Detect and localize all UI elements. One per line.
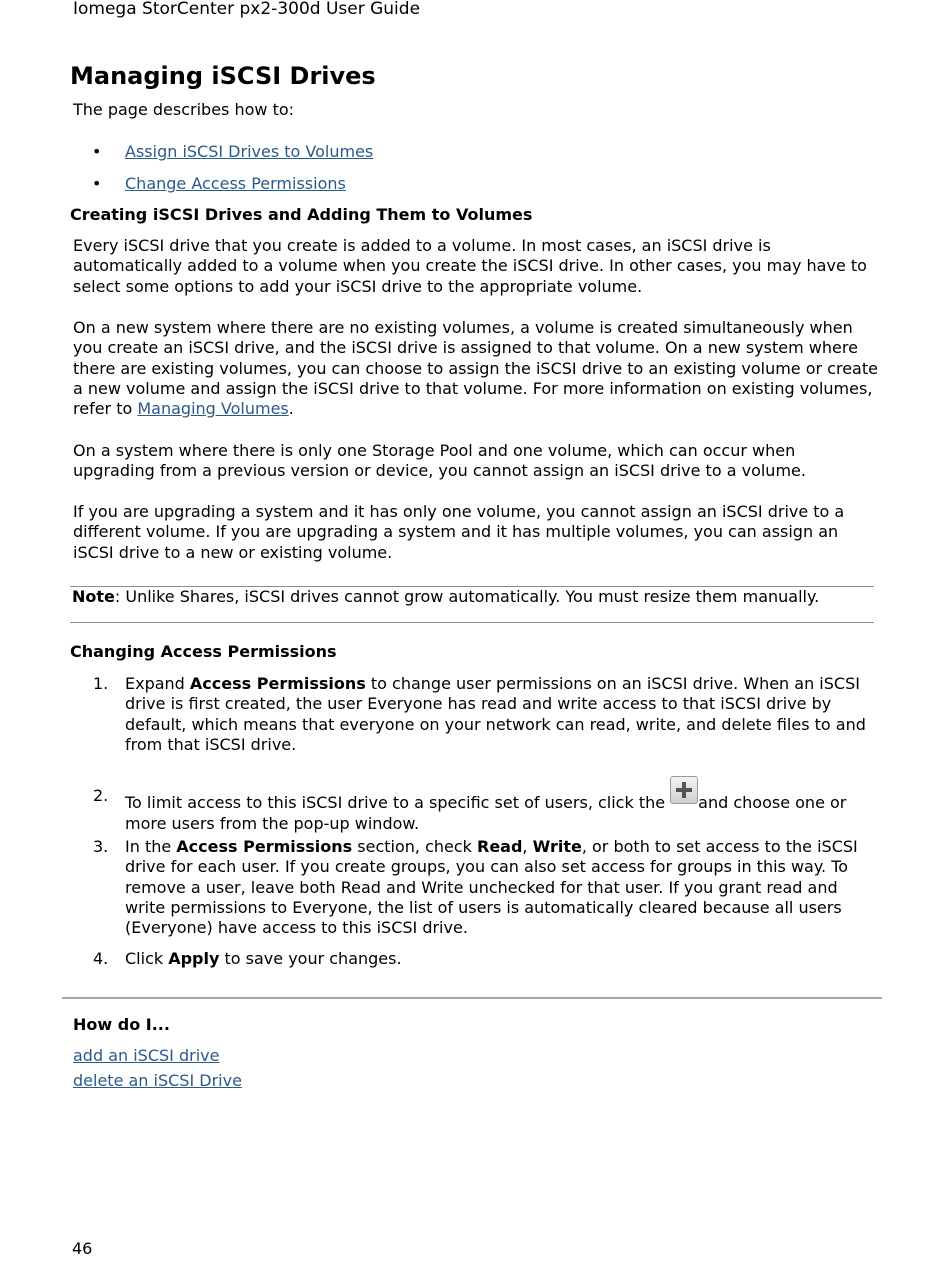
bullet: • [92, 174, 102, 193]
divider [62, 997, 882, 999]
paragraph [73, 318, 878, 419]
step-bold: Access Permissions [176, 837, 353, 856]
page-title: Managing iSCSI Drives [70, 62, 376, 90]
paragraph-end: . [288, 399, 294, 419]
step-number: 3. [93, 837, 109, 856]
paragraph: If you are upgrading a system and it has only one volume, you cannot assign an iSCSI drive to a different volume. If you are upgrading a system and it has multiple volumes, you can assign an iSCSI drive to a new or existing volume. [73, 502, 845, 562]
paragraph: On a system where there is only one Storage Pool and one volume, which can occur when upgrading from a previous version or device, you cannot assign an iSCSI drive to a volume. [73, 441, 806, 481]
step-text-part: To limit access to this iSCSI drive to a specific set of users, click the [125, 793, 671, 812]
step-text [125, 786, 880, 834]
step-text-part: , [522, 837, 533, 856]
link-assign-iscsi-drives[interactable]: Assign iSCSI Drives to Volumes [125, 142, 374, 161]
step-text-part: section, check [352, 837, 477, 856]
paragraph-text: On a new system where there are no existing volumes, a volume is created simultaneously when you create an iSCSI drive, and the iSCSI drive is assigned to that volume. On a new system where there are existing volumes, you can choose to assign the iSCSI drive to an existing volume or create a new volume and assign the iSCSI drive to that volume. For more information on existing volumes, refer to [73, 318, 878, 419]
step-text-part: and choose one or more users from the pop-up window. [125, 793, 847, 833]
step-bold: Apply [168, 949, 220, 968]
note-body: : Unlike Shares, iSCSI drives cannot grow automatically. You must resize them manually. [114, 587, 820, 606]
bullet: • [92, 142, 102, 161]
page-number: 46 [72, 1239, 93, 1258]
step-number: 1. [93, 674, 109, 693]
step-text [125, 674, 880, 755]
how-do-i-heading: How do I... [73, 1015, 170, 1034]
section-heading-changing: Changing Access Permissions [70, 642, 337, 661]
step-text-part: In the [125, 837, 177, 856]
plus-icon[interactable] [670, 776, 698, 804]
step-number: 2. [93, 786, 109, 805]
step-text-part: to save your changes. [219, 949, 402, 968]
step-text-part: Click [125, 949, 169, 968]
section-heading-creating: Creating iSCSI Drives and Adding Them to Volumes [70, 205, 533, 224]
step-number: 4. [93, 949, 109, 968]
paragraph: Every iSCSI drive that you create is added to a volume. In most cases, an iSCSI drive is automatically added to a volume when you create the iSCSI drive. In other cases, you may have to select some options to add your iSCSI drive to the appropriate volume. [73, 236, 867, 296]
note-text [72, 587, 819, 607]
step-text [125, 949, 880, 969]
step-bold: Read [477, 837, 523, 856]
intro-text: The page describes how to: [73, 100, 295, 119]
step-text-part: to change user permissions on an iSCSI drive. When an iSCSI drive is first created, the user Everyone has read and write access to that iSCSI drive by default, which means that everyone on your network can read, write, and delete files to and from that iSCSI drive. [125, 674, 866, 754]
step-bold: Access Permissions [189, 674, 366, 693]
step-bold: Write [532, 837, 582, 856]
note-box [70, 586, 874, 623]
link-managing-volumes[interactable]: Managing Volumes [137, 399, 289, 419]
link-delete-iscsi-drive[interactable]: delete an iSCSI Drive [73, 1071, 242, 1090]
step-text-part: , or both to set access to the iSCSI drive for each user. If you create groups, you can also set access for groups in this way. To remove a user, leave both Read and Write unchecked for that user. If you grant read and write permissions to Everyone, the list of users is automatically cleared because all users (Everyone) have access to this iSCSI drive. [125, 837, 858, 938]
step-text-part: Expand [125, 674, 190, 693]
link-add-iscsi-drive[interactable]: add an iSCSI drive [73, 1046, 220, 1065]
link-change-access-permissions[interactable]: Change Access Permissions [125, 174, 346, 193]
step-text [125, 837, 880, 938]
running-header: Iomega StorCenter px2-300d User Guide [73, 0, 421, 19]
note-label: Note [72, 587, 115, 606]
